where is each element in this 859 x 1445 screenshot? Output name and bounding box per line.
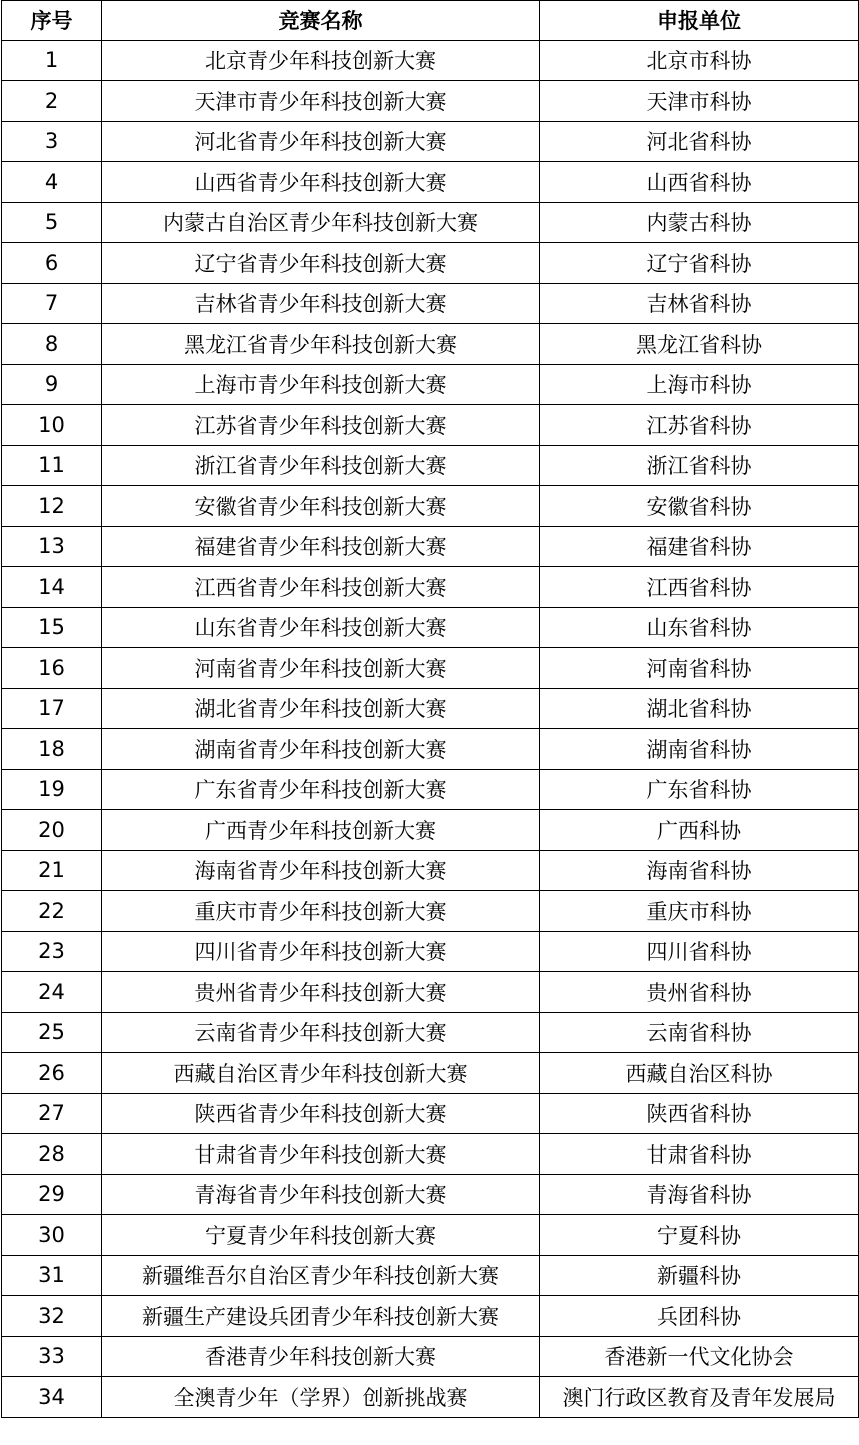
cell-competition-name: 福建省青少年科技创新大赛 bbox=[102, 526, 540, 567]
cell-applicant-unit: 山东省科协 bbox=[540, 607, 859, 648]
cell-competition-name: 辽宁省青少年科技创新大赛 bbox=[102, 243, 540, 284]
cell-applicant-unit: 北京市科协 bbox=[540, 40, 859, 81]
cell-index: 27 bbox=[2, 1093, 102, 1134]
header-index: 序号 bbox=[2, 1, 102, 41]
cell-competition-name: 西藏自治区青少年科技创新大赛 bbox=[102, 1053, 540, 1094]
cell-competition-name: 上海市青少年科技创新大赛 bbox=[102, 364, 540, 405]
cell-index: 18 bbox=[2, 729, 102, 770]
table-row bbox=[2, 769, 859, 810]
cell-index: 10 bbox=[2, 405, 102, 446]
table-row bbox=[2, 202, 859, 243]
cell-index: 16 bbox=[2, 648, 102, 689]
table-row bbox=[2, 40, 859, 81]
cell-index: 1 bbox=[2, 40, 102, 81]
cell-competition-name: 云南省青少年科技创新大赛 bbox=[102, 1012, 540, 1053]
cell-competition-name: 安徽省青少年科技创新大赛 bbox=[102, 486, 540, 527]
cell-competition-name: 广西青少年科技创新大赛 bbox=[102, 810, 540, 851]
cell-index: 2 bbox=[2, 81, 102, 122]
table-row bbox=[2, 567, 859, 608]
header-name: 竞赛名称 bbox=[102, 1, 540, 41]
table-row bbox=[2, 243, 859, 284]
cell-applicant-unit: 新疆科协 bbox=[540, 1255, 859, 1296]
cell-competition-name: 甘肃省青少年科技创新大赛 bbox=[102, 1134, 540, 1175]
cell-competition-name: 内蒙古自治区青少年科技创新大赛 bbox=[102, 202, 540, 243]
cell-index: 14 bbox=[2, 567, 102, 608]
cell-applicant-unit: 浙江省科协 bbox=[540, 445, 859, 486]
cell-index: 3 bbox=[2, 121, 102, 162]
cell-competition-name: 山东省青少年科技创新大赛 bbox=[102, 607, 540, 648]
cell-applicant-unit: 澳门行政区教育及青年发展局 bbox=[540, 1377, 859, 1418]
table-row bbox=[2, 1012, 859, 1053]
cell-competition-name: 青海省青少年科技创新大赛 bbox=[102, 1174, 540, 1215]
cell-index: 17 bbox=[2, 688, 102, 729]
cell-competition-name: 新疆生产建设兵团青少年科技创新大赛 bbox=[102, 1296, 540, 1337]
cell-competition-name: 贵州省青少年科技创新大赛 bbox=[102, 972, 540, 1013]
cell-index: 8 bbox=[2, 324, 102, 365]
cell-competition-name: 全澳青少年（学界）创新挑战赛 bbox=[102, 1377, 540, 1418]
cell-index: 15 bbox=[2, 607, 102, 648]
cell-index: 11 bbox=[2, 445, 102, 486]
cell-competition-name: 浙江省青少年科技创新大赛 bbox=[102, 445, 540, 486]
cell-applicant-unit: 兵团科协 bbox=[540, 1296, 859, 1337]
table-row bbox=[2, 1377, 859, 1418]
cell-applicant-unit: 西藏自治区科协 bbox=[540, 1053, 859, 1094]
cell-applicant-unit: 河北省科协 bbox=[540, 121, 859, 162]
cell-competition-name: 山西省青少年科技创新大赛 bbox=[102, 162, 540, 203]
cell-index: 34 bbox=[2, 1377, 102, 1418]
cell-applicant-unit: 江苏省科协 bbox=[540, 405, 859, 446]
cell-applicant-unit: 香港新一代文化协会 bbox=[540, 1336, 859, 1377]
cell-competition-name: 重庆市青少年科技创新大赛 bbox=[102, 891, 540, 932]
table-row bbox=[2, 121, 859, 162]
cell-index: 25 bbox=[2, 1012, 102, 1053]
cell-applicant-unit: 天津市科协 bbox=[540, 81, 859, 122]
table-row bbox=[2, 364, 859, 405]
cell-index: 32 bbox=[2, 1296, 102, 1337]
cell-index: 29 bbox=[2, 1174, 102, 1215]
cell-index: 31 bbox=[2, 1255, 102, 1296]
cell-index: 5 bbox=[2, 202, 102, 243]
table-row bbox=[2, 891, 859, 932]
cell-applicant-unit: 黑龙江省科协 bbox=[540, 324, 859, 365]
cell-applicant-unit: 陕西省科协 bbox=[540, 1093, 859, 1134]
cell-index: 9 bbox=[2, 364, 102, 405]
cell-applicant-unit: 吉林省科协 bbox=[540, 283, 859, 324]
cell-competition-name: 广东省青少年科技创新大赛 bbox=[102, 769, 540, 810]
cell-applicant-unit: 云南省科协 bbox=[540, 1012, 859, 1053]
table-row bbox=[2, 1255, 859, 1296]
cell-index: 24 bbox=[2, 972, 102, 1013]
cell-index: 13 bbox=[2, 526, 102, 567]
cell-index: 26 bbox=[2, 1053, 102, 1094]
table-header bbox=[2, 1, 859, 41]
cell-competition-name: 黑龙江省青少年科技创新大赛 bbox=[102, 324, 540, 365]
cell-competition-name: 江苏省青少年科技创新大赛 bbox=[102, 405, 540, 446]
table-row bbox=[2, 1296, 859, 1337]
cell-applicant-unit: 湖南省科协 bbox=[540, 729, 859, 770]
cell-competition-name: 河南省青少年科技创新大赛 bbox=[102, 648, 540, 689]
cell-applicant-unit: 甘肃省科协 bbox=[540, 1134, 859, 1175]
table-row bbox=[2, 324, 859, 365]
cell-applicant-unit: 内蒙古科协 bbox=[540, 202, 859, 243]
cell-applicant-unit: 贵州省科协 bbox=[540, 972, 859, 1013]
cell-applicant-unit: 广西科协 bbox=[540, 810, 859, 851]
cell-index: 22 bbox=[2, 891, 102, 932]
cell-index: 21 bbox=[2, 850, 102, 891]
table-row bbox=[2, 729, 859, 770]
cell-index: 28 bbox=[2, 1134, 102, 1175]
table-row bbox=[2, 1174, 859, 1215]
cell-index: 4 bbox=[2, 162, 102, 203]
cell-index: 33 bbox=[2, 1336, 102, 1377]
competition-table bbox=[1, 0, 859, 1418]
cell-applicant-unit: 上海市科协 bbox=[540, 364, 859, 405]
table-body bbox=[2, 40, 859, 1417]
table-row bbox=[2, 1053, 859, 1094]
cell-competition-name: 海南省青少年科技创新大赛 bbox=[102, 850, 540, 891]
table-row bbox=[2, 405, 859, 446]
cell-applicant-unit: 山西省科协 bbox=[540, 162, 859, 203]
table-row bbox=[2, 648, 859, 689]
table-row bbox=[2, 1134, 859, 1175]
cell-applicant-unit: 海南省科协 bbox=[540, 850, 859, 891]
table-row bbox=[2, 445, 859, 486]
cell-competition-name: 河北省青少年科技创新大赛 bbox=[102, 121, 540, 162]
header-unit: 申报单位 bbox=[540, 1, 859, 41]
table-row bbox=[2, 972, 859, 1013]
cell-index: 20 bbox=[2, 810, 102, 851]
cell-competition-name: 新疆维吾尔自治区青少年科技创新大赛 bbox=[102, 1255, 540, 1296]
table-row bbox=[2, 526, 859, 567]
cell-competition-name: 江西省青少年科技创新大赛 bbox=[102, 567, 540, 608]
table-row bbox=[2, 162, 859, 203]
cell-index: 23 bbox=[2, 931, 102, 972]
table-row bbox=[2, 283, 859, 324]
cell-applicant-unit: 江西省科协 bbox=[540, 567, 859, 608]
cell-applicant-unit: 湖北省科协 bbox=[540, 688, 859, 729]
table-row bbox=[2, 810, 859, 851]
cell-competition-name: 香港青少年科技创新大赛 bbox=[102, 1336, 540, 1377]
cell-index: 12 bbox=[2, 486, 102, 527]
cell-competition-name: 宁夏青少年科技创新大赛 bbox=[102, 1215, 540, 1256]
cell-index: 6 bbox=[2, 243, 102, 284]
table-row bbox=[2, 688, 859, 729]
cell-competition-name: 陕西省青少年科技创新大赛 bbox=[102, 1093, 540, 1134]
cell-applicant-unit: 安徽省科协 bbox=[540, 486, 859, 527]
table-row bbox=[2, 1336, 859, 1377]
cell-index: 7 bbox=[2, 283, 102, 324]
header-row bbox=[2, 1, 859, 41]
cell-index: 19 bbox=[2, 769, 102, 810]
table-row bbox=[2, 1093, 859, 1134]
cell-competition-name: 湖北省青少年科技创新大赛 bbox=[102, 688, 540, 729]
cell-applicant-unit: 广东省科协 bbox=[540, 769, 859, 810]
cell-applicant-unit: 重庆市科协 bbox=[540, 891, 859, 932]
cell-competition-name: 吉林省青少年科技创新大赛 bbox=[102, 283, 540, 324]
table-row bbox=[2, 607, 859, 648]
cell-applicant-unit: 青海省科协 bbox=[540, 1174, 859, 1215]
cell-competition-name: 湖南省青少年科技创新大赛 bbox=[102, 729, 540, 770]
cell-index: 30 bbox=[2, 1215, 102, 1256]
cell-competition-name: 四川省青少年科技创新大赛 bbox=[102, 931, 540, 972]
cell-applicant-unit: 四川省科协 bbox=[540, 931, 859, 972]
table-row bbox=[2, 1215, 859, 1256]
table-row bbox=[2, 850, 859, 891]
cell-applicant-unit: 河南省科协 bbox=[540, 648, 859, 689]
table-row bbox=[2, 486, 859, 527]
cell-applicant-unit: 宁夏科协 bbox=[540, 1215, 859, 1256]
table-row bbox=[2, 931, 859, 972]
cell-competition-name: 天津市青少年科技创新大赛 bbox=[102, 81, 540, 122]
table-row bbox=[2, 81, 859, 122]
cell-competition-name: 北京青少年科技创新大赛 bbox=[102, 40, 540, 81]
cell-applicant-unit: 福建省科协 bbox=[540, 526, 859, 567]
cell-applicant-unit: 辽宁省科协 bbox=[540, 243, 859, 284]
